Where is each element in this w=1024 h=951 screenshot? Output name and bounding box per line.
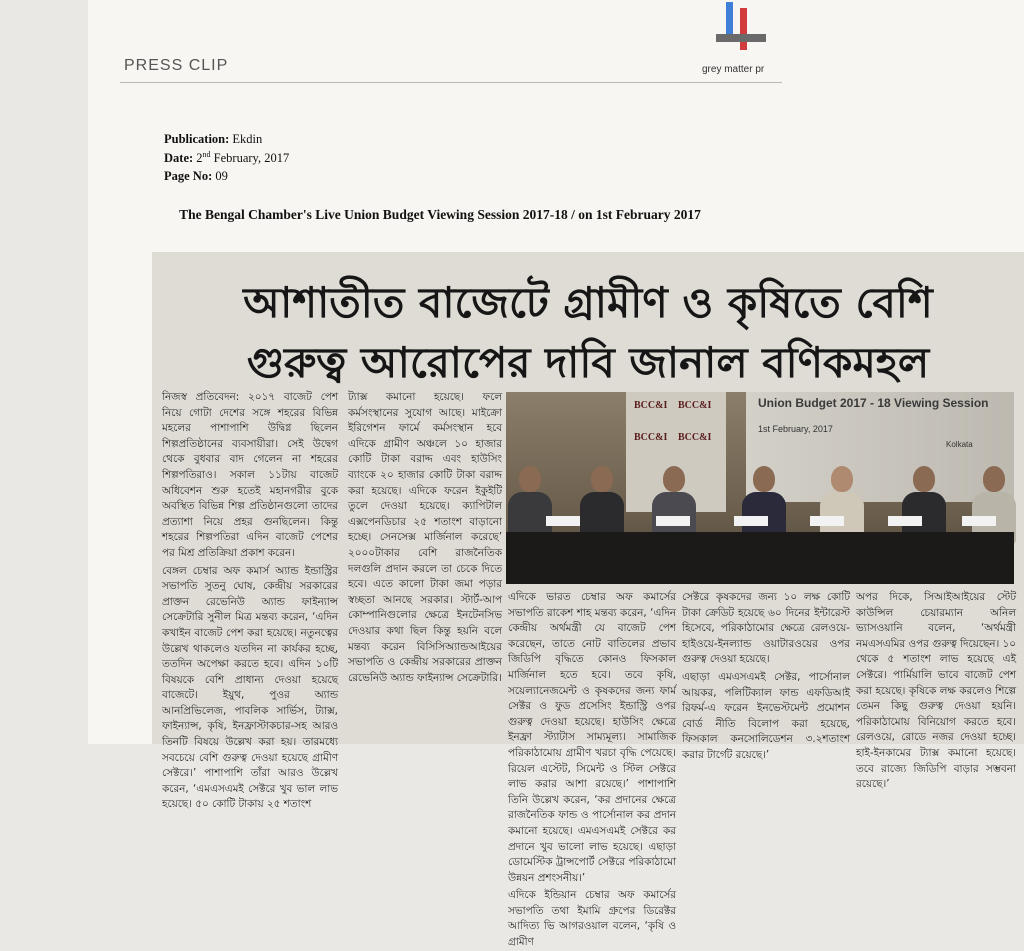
publication-value: Ekdin (232, 132, 263, 146)
date-suffix: nd (202, 150, 211, 159)
page-value: 09 (215, 169, 228, 183)
header-divider (120, 82, 782, 83)
article-column-2 (348, 390, 502, 684)
article-column-5 (856, 590, 1016, 791)
press-clip-label: PRESS CLIP (124, 57, 229, 74)
name-card (734, 516, 768, 526)
bcc-tag: BCC&I (634, 432, 668, 443)
headline-line-1: আশাতীত বাজেটে গ্রামীণ ও কৃষিতে বেশি (243, 278, 933, 327)
column-paragraph: এদিকে ভারত চেম্বার অফ কমার্সের সভাপতি রাকেশ শাহ মন্তব্য করেন, ‘এদিন কেন্দ্রীয় অর্থমন্ত্রী যে বাজেট পেশ করেছেন, তাতে নোট বাতিলের প্রভাব জিডিপি বৃদ্ধিতে কোনও ফিসকাল মার্জিনাল হতে হবে। তবে কৃষি, সয়েল্যানেজমেন্ট ও কৃষকদের জন্য ফার্ম সেক্টর ও ফুড প্রসেসিং ইন্ডাস্ট্রি ওপর গুরুত্ব দেওয়া হয়েছে। হাউসিং ক্ষেত্রে ইনফ্রা স্ট্যাটাস সাম্যমূল্য। সামাজিক পরিকাঠামোয় গ্রামীণ খরচা বৃদ্ধি পেয়েছে। রিয়েল এস্টেট, সিমেন্ট ও স্টিল সেক্টরে লাভ করার আশা রয়েছে।’ পাশাপাশি তিনি উল্লেখ করেন, ‘কর প্রদানের ক্ষেত্রে রাজনৈতিক ফান্ড ও পার্সোনাল কর প্রদান কমানো হয়েছে। এমএসএমই সেক্টরে কর প্রদানে খুব ভালো লাভ হয়েছে। এছাড়া ডোমেস্টিক ট্রান্সপোর্ট সেক্টরে পরিকাঠামো উন্নয়ন প্রশংসনীয়।’ (508, 591, 676, 884)
publication-line (164, 132, 262, 147)
banner-title: Union Budget 2017 - 18 Viewing Session (758, 396, 989, 410)
column-paragraph: ট্যাক্স কমানো হয়েছে। ফলে কর্মসংস্থানের সুযোগ আছে। মাইক্রো ইরিগেশন ফার্মে কর্মসংস্থান হবে এদিকে গ্রামীণ অঞ্চলে ১০ হাজার কোটি টাকা বরাদ্দ এবং হাউসিং ব্যাংকে ২০ হাজার কোটি টাকা বরাদ্দ করা হয়েছে। এদিকে ফরেন ইকুইটি তুলে দেওয়া হয়েছে। ক্যাপিটাল এক্সপেনডিচার ২৫ শতাংশ বাড়ানো হচ্ছে। সেনসেক্স মার্জিনাল করেছে’ ২০০০টাকার বেশি রাজনৈতিক দলগুলি প্রদান করলে তা চেকে দিতে হবে। এতে কালো টাকা জমা পড়ার স্বচ্ছতা আনছে সরকার। স্টার্ট-আপ কোম্পানিগুলোর ক্ষেত্রে ইনটেনসিভ দেওয়ার কথা ছিল কিন্তু হয়নি বলে মন্তব্য করেন বিসিসিঅ্যান্ডআইয়ের সভাপতি ও কেন্দ্রীয় সরকারের প্রাক্তন রেভেনিউ অ্যান্ড ফাইন্যান্স সেক্রেটারি। (348, 391, 502, 684)
logo-mark-icon (708, 0, 780, 60)
panel-table (506, 532, 1014, 584)
article-column-3 (508, 590, 676, 949)
page-label: Page No: (164, 169, 213, 183)
column-paragraph: অপর দিকে, সিআইআইয়ের স্টেট কাউন্সিল চেয়ারম্যান অনিল ভ্যাসওয়ানি বলেন, ‘অর্থমন্ত্রী নমএসএমির ওপর গুরুত্ব দিয়েছেন। ১০ থেকে ৫ শতাংশ লাভ হয়েছে এই সেক্টরে। পার্মিয়ালি ভাবে বাজেট পেশ করা হয়েছে। কৃষিকে লক্ষ করলেও শিল্পে তেমন কিছু গুরুত্ব দেওয়া হয়নি। পরিকাঠামোয় বিনিয়োগ করতে হবে। রেলওয়ে, রোডে নজর দেওয়া হচ্ছে। হাই-ইনকামের ট্যাক্স কমানো হয়েছে। তবে রাজ্যে জিডিপি বাড়ার সম্ভবনা রয়েছে।’ (856, 591, 1016, 791)
date-rest: February, 2017 (213, 151, 290, 166)
date-label: Date: (164, 151, 194, 166)
date-day: 2 (196, 151, 203, 166)
name-card (888, 516, 922, 526)
column-paragraph: এদিকে ইন্ডিয়ান চেম্বার অফ কমার্সের সভাপতি তথা ইমামি গ্রুপের ডিরেক্টর আদিত্য ভি আগরওয়াল বলেন, ‘কৃষি ও গ্রামীণ (508, 889, 676, 949)
banner-city: Kolkata (946, 440, 973, 449)
name-card (656, 516, 690, 526)
column-paragraph: বেঙ্গল চেম্বার অফ কমার্স অ্যান্ড ইন্ডাস্ট্রির সভাপতি সুতনু ঘোষ, কেন্দ্রীয় সরকারের প্রাক্তন রেভেনিউ অ্যান্ড ফাইন্যান্স সেক্রেটারি সুনীল মিত্র মন্তব্য করেন, ‘এদিন কখাইন বাজেট পেশ করা হয়েছে। নতুনত্বের উল্লেখ থাকলেও যতদিন না কার্যকর হচ্ছে, ততদিন অপেক্ষা করতে হবে। এদিন ১০টি বিষয়কে বেশি প্রাধান্য দেওয়া হয়েছে বাজেটে। ইয়ুথ, পুওর অ্যান্ড আনপ্রিভিলেজ, পাবলিক সার্ভিস, ট্যাক্স, ফাইন্যান্স, কৃষি, ইনফ্রাস্টাকচার-সহ আরও তিনটি বিষয়ে উল্লেখ করা হয়। তারমধ্যে সবচেয়ে বেশি গুরুত্ব দেওয়া হয়েছে গ্রামীণ সেক্টরে।’ পাশাপাশি তাঁরা আরও উল্লেখ করেন, ‘এমএসএমই সেক্টরে খুব ভাল লাভ হয়েছে। ৫০ কোটি টাকায় ২৫ শতাংশ (162, 564, 338, 811)
article-title: The Bengal Chamber's Live Union Budget Viewing Session 2017-18 / on 1st February 2017 (179, 207, 701, 222)
banner-date: 1st February, 2017 (758, 424, 833, 434)
name-card (810, 516, 844, 526)
name-card (546, 516, 580, 526)
column-paragraph: সেক্টরে কৃষকদের জন্য ১০ লক্ষ কোটি টাকা ক্রেডিট হয়েছে ৬০ দিনের ইন্টারেস্ট হিসেবে, পরিকাঠামোর ক্ষেত্রে রেলওয়ে-হাইওয়ে-ইনল্যান্ড ওয়াটারওয়ের ওপর গুরুত্ব দেওয়া হয়েছে। (682, 591, 850, 666)
page-number-line (164, 169, 228, 184)
bcc-tag: BCC&I (678, 432, 712, 443)
bcc-tag: BCC&I (678, 400, 712, 411)
grey-matter-logo (708, 0, 780, 70)
bcc-tag: BCC&I (634, 400, 668, 411)
publication-label: Publication: (164, 132, 230, 146)
article-column-1 (162, 390, 338, 811)
article-column-4 (682, 590, 850, 761)
name-card (962, 516, 996, 526)
logo-text: grey matter pr (702, 64, 765, 75)
column-paragraph: নিজস্ব প্রতিবেদন: ২০১৭ বাজেট পেশ নিয়ে গোটা দেশের সঙ্গে শহরের বিভিন্ন মহলের পাশাপাশি উদ্বিগ্ন ছিলেন শিল্পপ্রতিষ্ঠানের ব্যবসায়ীরা। সেই উদ্বেগ থেকে বুধবার বাদ গেলেন না শহরের শিল্পপতিরাও। সকাল ১১টায় বাজেট অধিবেশন শুরু হতেই মহানগরীর বুকে অবস্থিত বিভিন্ন শিল্প প্রতিষ্ঠানগুলো তাদের প্রত্যাশা নিয়ে প্রহর গুনছিলেন। কিন্তু শহরের শিল্পপতিরা এদিন বাজেট পেশের পর মিশ্র প্রতিক্রিয়া প্রকাশ করেন। (162, 391, 338, 559)
date-line (164, 150, 289, 166)
column-paragraph: এছাড়া এমএসএমই সেক্টর, পার্সোনাল আয়কর, পলিটিক্যাল ফান্ড এফডিআই রিফর্ম-এ ফরেন ইনভেস্টমেন্ট প্রমোশন বোর্ড নীতি বিলোপ করা হয়েছে, ফিসকাল কনসোলিডেশন ৩.২শতাংশ করার টার্গেট রয়েছে।’ (682, 670, 850, 761)
event-photo (506, 392, 1014, 584)
headline-line-2: গুরুত্ব আরোপের দাবি জানাল বণিকমহল (246, 338, 930, 387)
